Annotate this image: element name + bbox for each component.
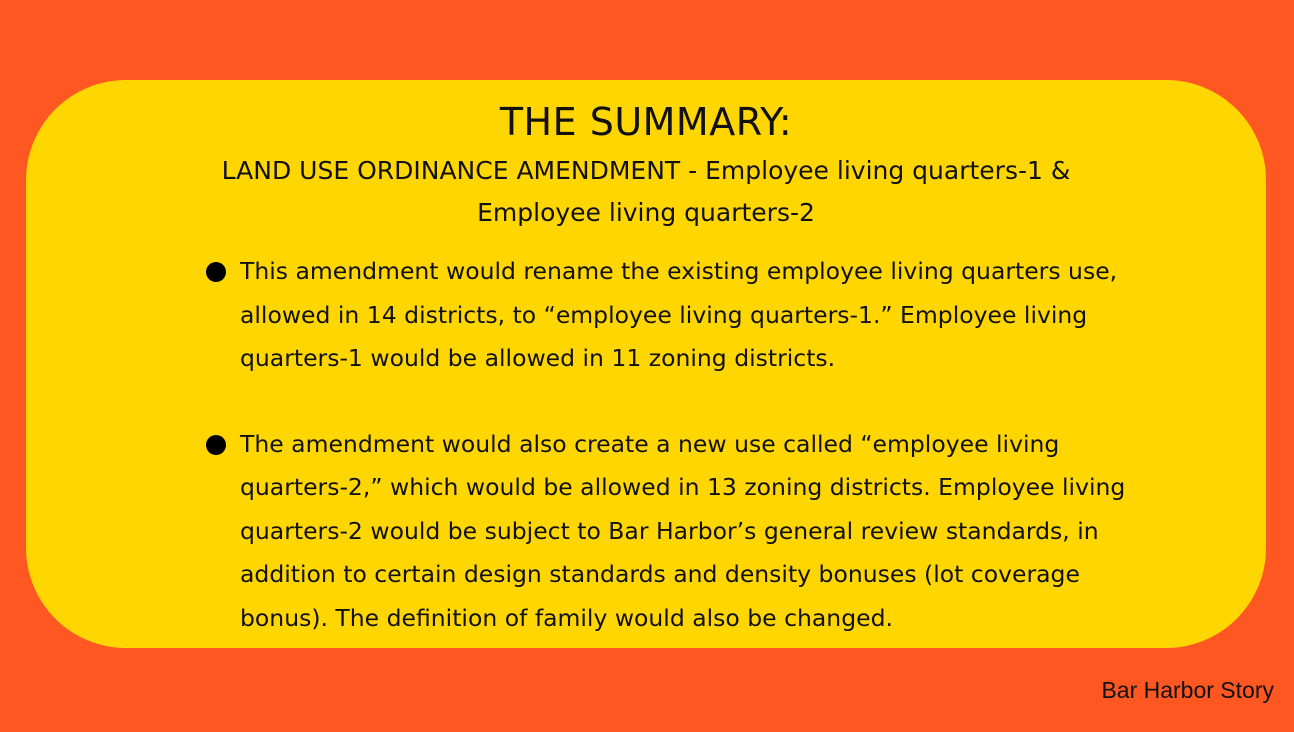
summary-panel bbox=[26, 80, 1266, 648]
bullet-list bbox=[204, 250, 1154, 640]
bullet-text: The amendment would also create a new use called “employee living quarters-2,” which would be allowed in 13 zoning districts. Employee living quarters-2 would be subject to Bar Harbor’s general review standards, in addition to certain design standards and density bonuses (lot coverage bonus). The definition of family would also be changed. bbox=[240, 429, 1126, 632]
bullet-dot-icon bbox=[206, 435, 226, 455]
bullet-item bbox=[204, 250, 1154, 381]
bullet-dot-icon bbox=[206, 262, 226, 282]
bullet-item bbox=[204, 423, 1154, 641]
source-credit: Bar Harbor Story bbox=[1101, 677, 1274, 703]
slide-title: THE SUMMARY: bbox=[499, 100, 793, 144]
slide-subtitle: LAND USE ORDINANCE AMENDMENT - Employee living quarters-1 & Employee living quarters-2 bbox=[221, 156, 1071, 227]
bullet-text: This amendment would rename the existing employee living quarters use, allowed in 14 districts, to “employee living quarters-1.” Employee living quarters-1 would be allowed in 11 zoning districts. bbox=[240, 257, 1118, 372]
